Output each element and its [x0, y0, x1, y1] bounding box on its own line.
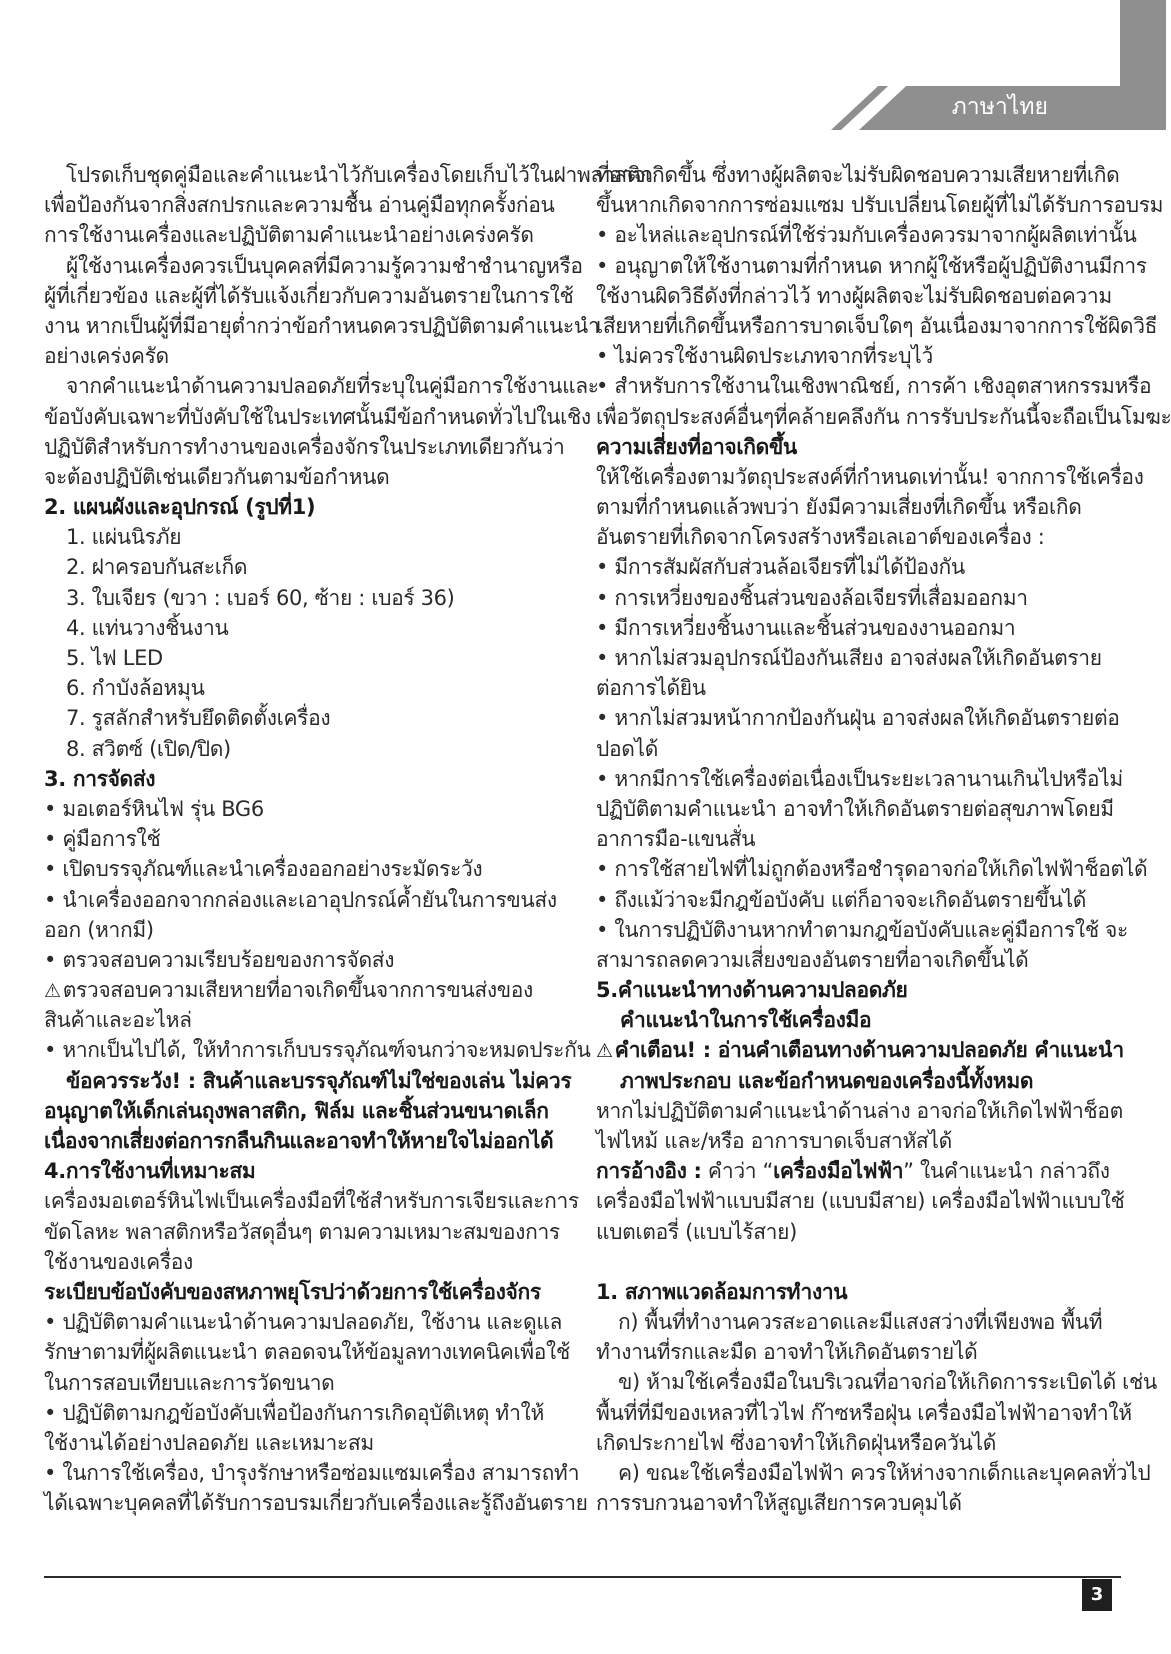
- paragraph-line: ตามที่กำหนดแล้วพบว่า ยังมีความเสี่ยงที่เกิดขึ้น หรือเกิด: [596, 495, 1082, 520]
- paragraph-line: เพื่อวัตถุประสงค์อื่นๆที่คล้ายคลึงกัน การรับประกันนี้จะถือเป็นโมฆะ: [596, 404, 1171, 429]
- paragraph-line: จากคำแนะนำด้านความปลอดภัยที่ระบุในคู่มือการใช้งานและ: [66, 374, 599, 399]
- bullet-item: • หากไม่สวมหน้ากากป้องกันฝุ่น อาจส่งผลให้เกิดอันตรายต่อ: [596, 706, 1120, 731]
- paragraph-line: ค) ขณะใช้เครื่องมือไฟฟ้า ควรให้ห่างจากเด็กและบุคคลทั่วไป: [618, 1460, 1151, 1485]
- paragraph-line: ปฏิบัติตามคำแนะนำ อาจทำให้เกิดอันตรายต่อสุขภาพโดยมี: [596, 796, 1114, 821]
- bullet-item: • นำเครื่องออกจากกล่องและเอาอุปกรณ์ค้ำยันในการขนส่ง: [44, 887, 557, 912]
- footer-rule: [44, 1576, 1121, 1578]
- paragraph-line: การรบกวนอาจทำให้สูญเสียการควบคุมได้: [596, 1491, 962, 1516]
- caution-text: อนุญาตให้เด็กเล่นถุงพลาสติก, ฟิล์ม และชิ้นส่วนขนาดเล็ก: [44, 1098, 549, 1123]
- parts-list-item: 6. กำบังล้อหมุน: [66, 676, 205, 701]
- bullet-item: • มีการเหวี่ยงชิ้นงานและชิ้นส่วนของงานออกมา: [596, 615, 1016, 640]
- paragraph-line: ปฏิบัติสำหรับการทำงานของเครื่องจักรในประเภทเดียวกันว่า: [44, 434, 565, 459]
- section-heading: 2. แผนผังและอุปกรณ์ (รูปที่1): [44, 495, 316, 520]
- paragraph-line: เครื่องมือไฟฟ้าแบบมีสาย (แบบมีสาย) เครื่องมือไฟฟ้าแบบใช้: [596, 1189, 1125, 1214]
- bullet-item: • ปฏิบัติตามกฎข้อบังคับเพื่อป้องกันการเกิดอุบัติเหตุ ทำให้: [44, 1400, 544, 1425]
- paragraph-line: ก) พื้นที่ทำงานควรสะอาดและมีแสงสว่างที่เพียงพอ พื้นที่: [618, 1309, 1103, 1334]
- paragraph-line: ข) ห้ามใช้เครื่องมือในบริเวณที่อาจก่อให้เกิดการระเบิดได้ เช่น: [618, 1370, 1157, 1395]
- paragraph-line: หากไม่ปฏิบัติตามคำแนะนำด้านล่าง อาจก่อให้เกิดไฟฟ้าช็อต: [596, 1098, 1123, 1123]
- paragraph-line: การใช้งานเครื่องและปฏิบัติตามคำแนะนำอย่างเคร่งครัด: [44, 223, 534, 248]
- bullet-item: • ในการปฏิบัติงานหากทำตามกฎข้อบังคับและคู่มือการใช้ จะ: [596, 917, 1128, 942]
- reference-text: คำว่า “: [701, 1159, 774, 1184]
- bullet-item: • มอเตอร์หินไฟ รุ่น BG6: [44, 796, 264, 821]
- bullet-item: • อะไหล่และอุปกรณ์ที่ใช้ร่วมกับเครื่องควรมาจากผู้ผลิตเท่านั้น: [596, 223, 1137, 248]
- parts-list-item: 2. ฝาครอบกันสะเก็ด: [66, 555, 248, 580]
- paragraph-line: ใช้งานผิดวิธีดังที่กล่าวไว้ ทางผู้ผลิตจะไม่รับผิดชอบต่อความ: [596, 283, 1112, 308]
- paragraph-line: สามารถลดความเสี่ยงของอันตรายที่อาจเกิดขึ้นได้: [596, 947, 1029, 972]
- parts-list-item: 8. สวิตซ์ (เปิด/ปิด): [66, 736, 231, 761]
- section-heading: 1. สภาพแวดล้อมการทำงาน: [596, 1279, 848, 1304]
- reference-line: [596, 1156, 1120, 1186]
- warning-text: ภาพประกอบ และข้อกำหนดของเครื่องนี้ทั้งหมด: [620, 1068, 1034, 1093]
- bullet-item: • หากมีการใช้เครื่องต่อเนื่องเป็นระยะเวลานานเกินไปหรือไม่: [596, 766, 1123, 791]
- bullet-item: • เปิดบรรจุภัณฑ์และนำเครื่องออกอย่างระมัดระวัง: [44, 857, 483, 882]
- reference-term: เครื่องมือไฟฟ้า: [773, 1159, 904, 1184]
- paragraph-line: อาการมือ-แขนสั่น: [596, 827, 756, 852]
- paragraph-line: ผู้ที่เกี่ยวข้อง และผู้ที่ได้รับแจ้งเกี่ยวกับความอันตรายในการใช้: [44, 283, 574, 308]
- language-label: ภาษาไทย: [951, 94, 1048, 120]
- reference-label: การอ้างอิง :: [596, 1159, 702, 1184]
- paragraph-line: ได้เฉพาะบุคคลที่ได้รับการอบรมเกี่ยวกับเครื่องและรู้ถึงอันตราย: [44, 1491, 588, 1516]
- paragraph-line: ใช้งานได้อย่างปลอดภัย และเหมาะสม: [44, 1430, 374, 1455]
- paragraph-line: สินค้าและอะไหล่: [44, 1008, 192, 1033]
- paragraph-line: ขึ้นหากเกิดจากการซ่อมแซม ปรับเปลี่ยนโดยผู้ที่ไม่ได้รับการอบรม: [596, 193, 1164, 218]
- paragraph-line: อย่างเคร่งครัด: [44, 344, 169, 369]
- paragraph-line: พื้นที่ที่มีของเหลวที่ไวไฟ ก๊าซหรือฝุ่น เครื่องมือไฟฟ้าอาจทำให้: [596, 1400, 1132, 1425]
- paragraph-line: ออก (หากมี): [44, 917, 154, 942]
- section-heading: 5.คำแนะนำทางด้านความปลอดภัย: [596, 978, 908, 1003]
- bullet-item: • ในการใช้เครื่อง, บำรุงรักษาหรือซ่อมแซมเครื่อง สามารถทำ: [44, 1461, 580, 1486]
- paragraph-line: ขัดโลหะ พลาสติกหรือวัสดุอื่นๆ ตามความเหมาะสมของการ: [44, 1219, 560, 1244]
- paragraph-line: อันตรายที่เกิดจากโครงสร้างหรือเลเอาต์ของเครื่อง :: [596, 525, 1045, 550]
- paragraph-line: เกิดประกายไฟ ซึ่งอาจทำให้เกิดฝุ่นหรือควันได้: [596, 1430, 997, 1455]
- paragraph-line: โปรดเก็บชุดคู่มือและคำแนะนำไว้กับเครื่องโดยเก็บไว้ในฝาพลาสติก: [66, 163, 653, 187]
- bullet-item: • อนุญาตให้ใช้งานตามที่กำหนด หากผู้ใช้หรือผู้ปฏิบัติงานมีการ: [596, 253, 1147, 278]
- paragraph-line: ที่อาจเกิดขึ้น ซึ่งทางผู้ผลิตจะไม่รับผิดชอบความเสียหายที่เกิด: [596, 163, 1120, 187]
- bullet-item: • มีการสัมผัสกับส่วนล้อเจียรที่ไม่ได้ป้องกัน: [596, 555, 965, 580]
- paragraph-line: ผู้ใช้งานเครื่องควรเป็นบุคคลที่มีความรู้ความชำชำนาญหรือ: [66, 253, 583, 278]
- paragraph-line: จะต้องปฏิบัติเช่นเดียวกันตามข้อกำหนด: [44, 464, 390, 489]
- paragraph-line: เครื่องมอเตอร์หินไฟเป็นเครื่องมือที่ใช้สำหรับการเจียรและการ: [44, 1189, 579, 1214]
- reference-text: ” ในคำแนะนำ กล่าวถึง: [903, 1159, 1110, 1184]
- corner-tab-block: [1120, 0, 1166, 86]
- warning-triangle-icon: ⚠: [596, 1040, 613, 1063]
- bullet-item: • การใช้สายไฟที่ไม่ถูกต้องหรือชำรุดอาจก่อให้เกิดไฟฟ้าช็อตได้: [596, 857, 1148, 882]
- parts-list-item: 7. รูสลักสำหรับยึดติดตั้งเครื่อง: [66, 706, 331, 731]
- bullet-item: • คู่มือการใช้: [44, 827, 161, 852]
- parts-list-item: 3. ใบเจียร (ขวา : เบอร์ 60, ซ้าย : เบอร์ 36): [66, 585, 455, 610]
- page-number: 3: [1082, 1579, 1112, 1611]
- warning-text: คำเตือน! : อ่านคำเตือนทางด้านความปลอดภัย คำแนะนำ: [614, 1038, 1124, 1063]
- subsection-heading: ระเบียบข้อบังคับของสหภาพยุโรปว่าด้วยการใช้เครื่องจักร: [44, 1279, 541, 1304]
- paragraph-line: รักษาตามที่ผู้ผลิตแนะนำ ตลอดจนให้ข้อมูลทางเทคนิคเพื่อใช้: [44, 1340, 570, 1365]
- paragraph-line: แบตเตอรี่ (แบบไร้สาย): [596, 1219, 797, 1244]
- right-column: [596, 160, 1171, 1518]
- parts-list-item: 1. แผ่นนิรภัย: [66, 525, 182, 550]
- paragraph-line: ไฟไหม้ และ/หรือ อาการบาดเจ็บสาหัสได้: [596, 1129, 952, 1153]
- warning-triangle-icon: ⚠: [44, 980, 61, 1003]
- warning-line: [596, 1035, 1124, 1065]
- bullet-item: • การเหวี่ยงของชิ้นส่วนของล้อเจียรที่เสื่อมออกมา: [596, 585, 1028, 610]
- warning-text: ตรวจสอบความเสียหายที่อาจเกิดขึ้นจากการขนส่งของ: [62, 978, 533, 1003]
- paragraph-line: งาน หากเป็นผู้ที่มีอายุต่ำกว่าข้อกำหนดควรปฏิบัติตามคำแนะนำ: [44, 313, 600, 338]
- subsection-heading: คำแนะนำในการใช้เครื่องมือ: [620, 1008, 872, 1033]
- bullet-item: • ถึงแม้ว่าจะมีกฎข้อบังคับ แต่ก็อาจจะเกิดอันตรายขึ้นได้: [596, 887, 1087, 912]
- bullet-item: • ตรวจสอบความเรียบร้อยของการจัดส่ง: [44, 947, 395, 972]
- caution-text: เนื่องจากเสี่ยงต่อการกลืนกินและอาจทำให้หายใจไม่ออกได้: [44, 1129, 554, 1153]
- paragraph-line: ให้ใช้เครื่องตามวัตถุประสงค์ที่กำหนดเท่านั้น! จากการใช้เครื่อง: [596, 464, 1144, 489]
- parts-list-item: 5. ไฟ LED: [66, 646, 163, 670]
- section-heading: 3. การจัดส่ง: [44, 766, 156, 791]
- bullet-item: • หากเป็นไปได้, ให้ทำการเก็บบรรจุภัณฑ์จนกว่าจะหมดประกัน: [44, 1038, 591, 1063]
- paragraph-line: ในการสอบเทียบและการวัดขนาด: [44, 1370, 335, 1395]
- spacer: [596, 1247, 1120, 1277]
- bullet-item: • สำหรับการใช้งานในเชิงพาณิชย์, การค้า เชิงอุตสาหกรรมหรือ: [596, 374, 1152, 399]
- section-heading: ความเสี่ยงที่อาจเกิดขึ้น: [596, 434, 797, 459]
- section-heading: 4.การใช้งานที่เหมาะสม: [44, 1159, 256, 1184]
- warning-line: [44, 975, 571, 1005]
- bullet-item: • หากไม่สวมอุปกรณ์ป้องกันเสียง อาจส่งผลให้เกิดอันตราย: [596, 646, 1102, 670]
- paragraph-line: ใช้งานของเครื่อง: [44, 1249, 193, 1274]
- bullet-item: • ไม่ควรใช้งานผิดประเภทจากที่ระบุไว้: [596, 344, 933, 369]
- bullet-item: • ปฏิบัติตามคำแนะนำด้านความปลอดภัย, ใช้งาน และดูแล: [44, 1310, 563, 1335]
- paragraph-line: ต่อการได้ยิน: [596, 676, 706, 701]
- paragraph-line: ข้อบังคับเฉพาะที่บังคับใช้ในประเทศนั้นมีข้อกำหนดทั่วไปในเชิง: [44, 404, 591, 429]
- parts-list-item: 4. แท่นวางชิ้นงาน: [66, 615, 229, 640]
- paragraph-line: เสียหายที่เกิดขึ้นหรือการบาดเจ็บใดๆ อันเนื่องมาจากการใช้ผิดวิธี: [596, 313, 1158, 338]
- caution-text: ข้อควรระวัง! : สินค้าและบรรจุภัณฑ์ไม่ใช่ของเล่น ไม่ควร: [66, 1068, 572, 1093]
- paragraph-line: เพื่อป้องกันจากสิ่งสกปรกและความชื้น อ่านคู่มือทุกครั้งก่อน: [44, 193, 555, 218]
- paragraph-line: ทำงานที่รกและมืด อาจทำให้เกิดอันตรายได้: [596, 1340, 978, 1365]
- paragraph-line: ปอดได้: [596, 736, 659, 761]
